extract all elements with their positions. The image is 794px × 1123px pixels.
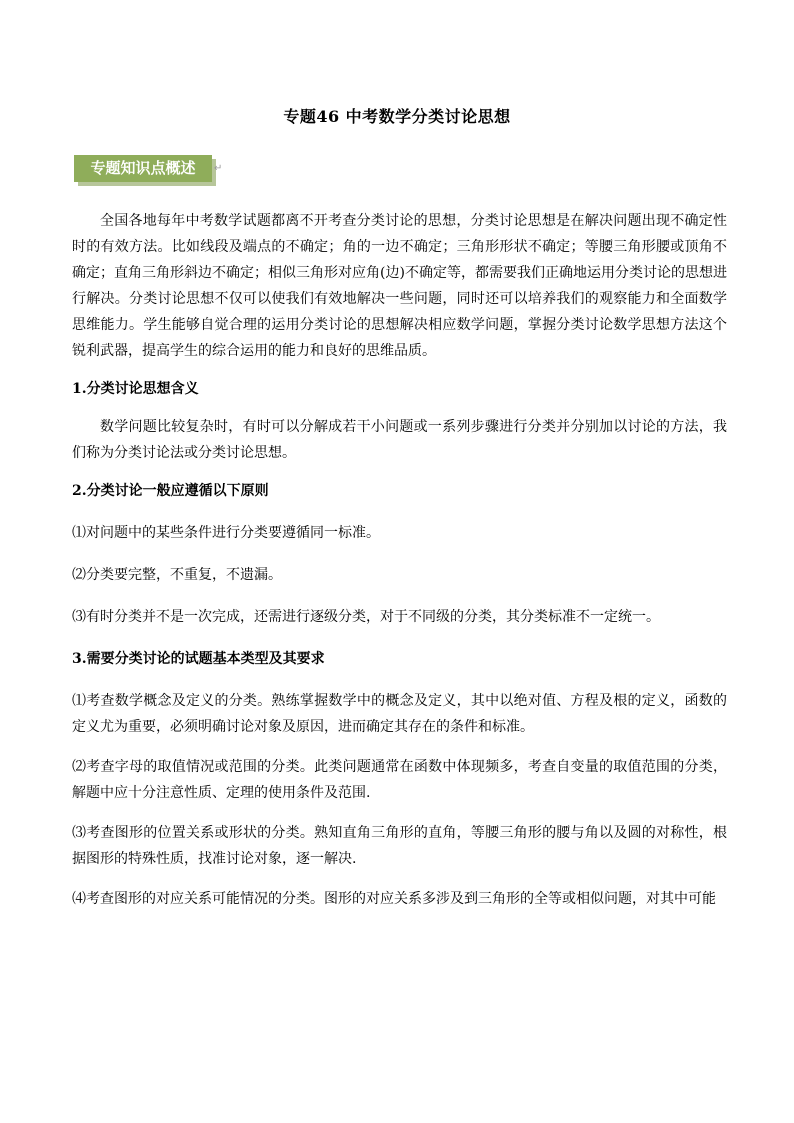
section-badge	[74, 155, 223, 185]
type-item-2: ⑵考查字母的取值情况或范围的分类。此类问题通常在函数中体现频多，考查自变量的取值范围的分类，解题中应十分注意性质、定理的使用条件及范围.	[72, 759, 727, 801]
section-badge-label: 专题知识点概述	[74, 155, 212, 182]
section-heading-1: 1.分类讨论思想含义	[72, 381, 199, 397]
type-item-1: ⑴考查数学概念及定义的分类。熟练掌握数学中的概念及定义，其中以绝对值、方程及根的定义，函数的定义尤为重要，必须明确讨论对象及原因，进而确定其存在的条件和标准。	[72, 693, 727, 735]
principle-item-3: ⑶有时分类并不是一次完成，还需进行逐级分类，对于不同级的分类，其分类标准不一定统一。	[72, 609, 660, 625]
intro-paragraph: 全国各地每年中考数学试题都离不开考查分类讨论的思想，分类讨论思想是在解决问题出现不确定性时的有效方法。比如线段及端点的不确定；角的一边不确定；三角形形状不确定；等腰三角形腰或顶角不确定；直角三角形斜边不确定；相似三角形对应角(边)不确定等，都需要我们正确地运用分类讨论的思想进行解决。分类讨论思想不仅可以使我们有效地解决一些问题，同时还可以培养我们的观察能力和全面数学思维能力。学生能够自觉合理的运用分类讨论的思想解决相应数学问题，掌握分类讨论数学思想方法这个锐利武器，提高学生的综合运用的能力和良好的思维品质。	[72, 213, 727, 359]
section-heading-2: 2.分类讨论一般应遵循以下原则	[72, 483, 269, 499]
section-1-paragraph: 数学问题比较复杂时，有时可以分解成若干小问题或一系列步骤进行分类并分别加以讨论的方法，我们称为分类讨论法或分类讨论思想。	[72, 419, 727, 461]
paragraph-mark-icon: ↵	[214, 163, 223, 174]
section-heading-3: 3.需要分类讨论的试题基本类型及其要求	[72, 651, 325, 667]
document-body	[72, 208, 727, 912]
principle-item-1: ⑴对问题中的某些条件进行分类要遵循同一标准。	[72, 525, 380, 541]
type-item-4: ⑷考查图形的对应关系可能情况的分类。图形的对应关系多涉及到三角形的全等或相似问题，对其中可能	[72, 891, 716, 907]
principle-item-2: ⑵分类要完整，不重复，不遗漏。	[72, 567, 282, 583]
document-title: 专题46 中考数学分类讨论思想	[283, 107, 511, 126]
type-item-3: ⑶考查图形的位置关系或形状的分类。熟知直角三角形的直角，等腰三角形的腰与角以及圆的对称性，根据图形的特殊性质，找准讨论对象，逐一解决.	[72, 825, 727, 867]
